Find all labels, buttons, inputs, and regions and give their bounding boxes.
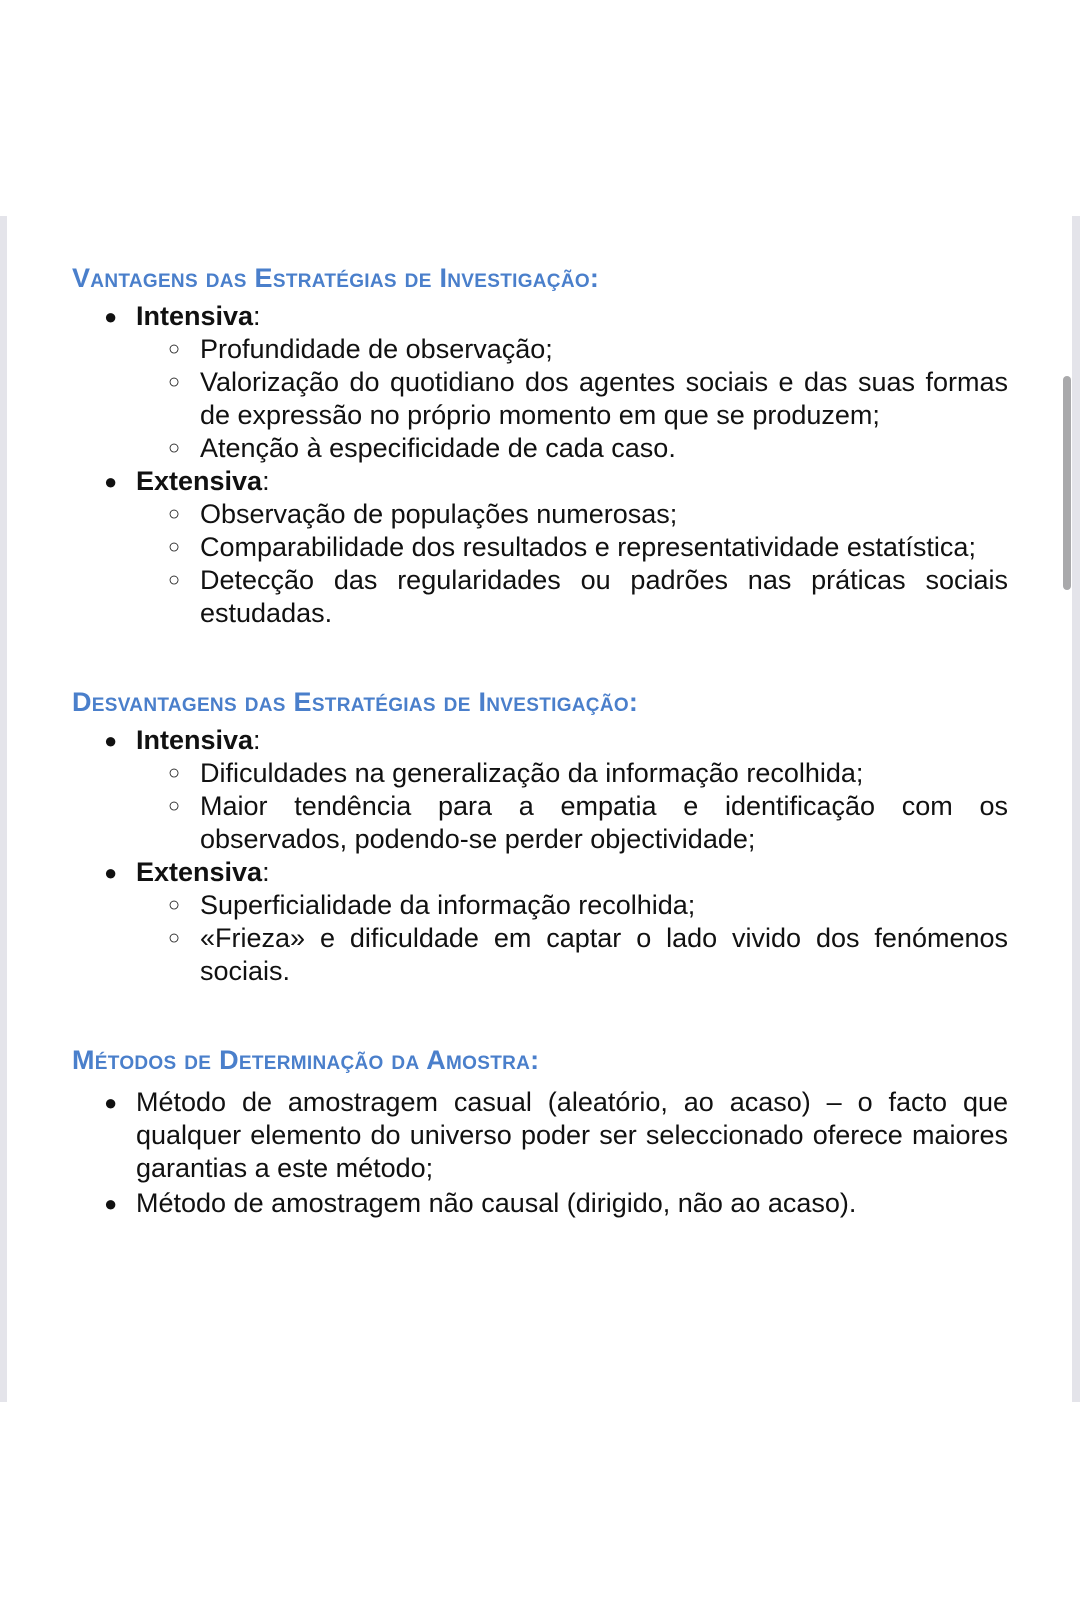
group-label: Extensiva [136,466,263,496]
item-text: Comparabilidade dos resultados e representatividade estatística; [200,532,976,562]
list-item [104,724,1008,856]
hollow-bullet-icon: ○ [168,338,181,360]
bullet-icon: ● [104,304,118,329]
section-heading: Métodos de Determinação da Amostra: [72,1045,540,1075]
hollow-bullet-icon: ○ [168,894,181,916]
section-heading: Vantagens das Estratégias de Investigação: [72,263,600,293]
group-label: Intensiva [136,725,254,755]
hollow-bullet-icon: ○ [168,503,181,525]
item-text: Método de amostragem casual (aleatório, ao acaso) – o facto que qualquer elemento do universo poder ser seleccionado oferece maiores garantias a este método; [136,1087,1008,1183]
hollow-bullet-icon: ○ [168,437,181,459]
list-item [104,300,1008,465]
page-left-edge [0,216,7,1402]
item-text: Dificuldades na generalização da informação recolhida; [200,758,864,788]
sub-list-item [168,366,1008,432]
item-text: Método de amostragem não causal (dirigido, não ao acaso). [136,1188,857,1218]
section-heading: Desvantagens das Estratégias de Investigação: [72,687,639,717]
sub-list-item [168,790,1008,856]
list-item [104,1086,1008,1185]
bullet-icon: ● [104,728,118,753]
sub-list [136,757,1008,856]
hollow-bullet-icon: ○ [168,536,181,558]
vertical-scrollbar-thumb[interactable] [1063,376,1071,590]
section-vantagens [72,258,1008,630]
item-text: Profundidade de observação; [200,334,553,364]
list-item [104,1187,1008,1220]
list-item [104,465,1008,630]
hollow-bullet-icon: ○ [168,371,181,393]
item-text: «Frieza» e dificuldade em captar o lado vivido dos fenómenos sociais. [200,923,1008,986]
page-right-edge [1072,216,1080,1402]
bullet-icon: ● [104,1090,118,1115]
hollow-bullet-icon: ○ [168,927,181,949]
bullet-list [72,1086,1008,1220]
sub-list [136,333,1008,465]
sub-list-item [168,564,1008,630]
item-text: Valorização do quotidiano dos agentes sociais e das suas formas de expressão no próprio momento em que se produzem; [200,367,1008,430]
bullet-list [72,724,1008,988]
list-item [104,856,1008,988]
sub-list-item [168,333,1008,366]
group-label: Extensiva [136,857,263,887]
bullet-list [72,300,1008,630]
sub-list-item [168,432,1008,465]
item-text: Superficialidade da informação recolhida; [200,890,696,920]
hollow-bullet-icon: ○ [168,795,181,817]
item-text: Maior tendência para a empatia e identificação com os observados, podendo-se perder objectividade; [200,791,1008,854]
bullet-icon: ● [104,1191,118,1216]
colon: : [253,725,261,755]
document-content [72,258,1008,1272]
sub-list-item [168,922,1008,988]
sub-list [136,889,1008,988]
sub-list-item [168,889,1008,922]
section-desvantagens [72,682,1008,988]
item-text: Detecção das regularidades ou padrões nas práticas sociais estudadas. [200,565,1008,628]
section-metodos-amostra [72,1040,1008,1220]
hollow-bullet-icon: ○ [168,762,181,784]
sub-list-item [168,498,1008,531]
bullet-icon: ● [104,469,118,494]
bullet-icon: ● [104,860,118,885]
colon: : [253,301,261,331]
sub-list [136,498,1008,630]
hollow-bullet-icon: ○ [168,569,181,591]
item-text: Atenção à especificidade de cada caso. [200,433,676,463]
colon: : [262,466,270,496]
group-label: Intensiva [136,301,254,331]
colon: : [262,857,270,887]
item-text: Observação de populações numerosas; [200,499,678,529]
sub-list-item [168,531,1008,564]
sub-list-item [168,757,1008,790]
